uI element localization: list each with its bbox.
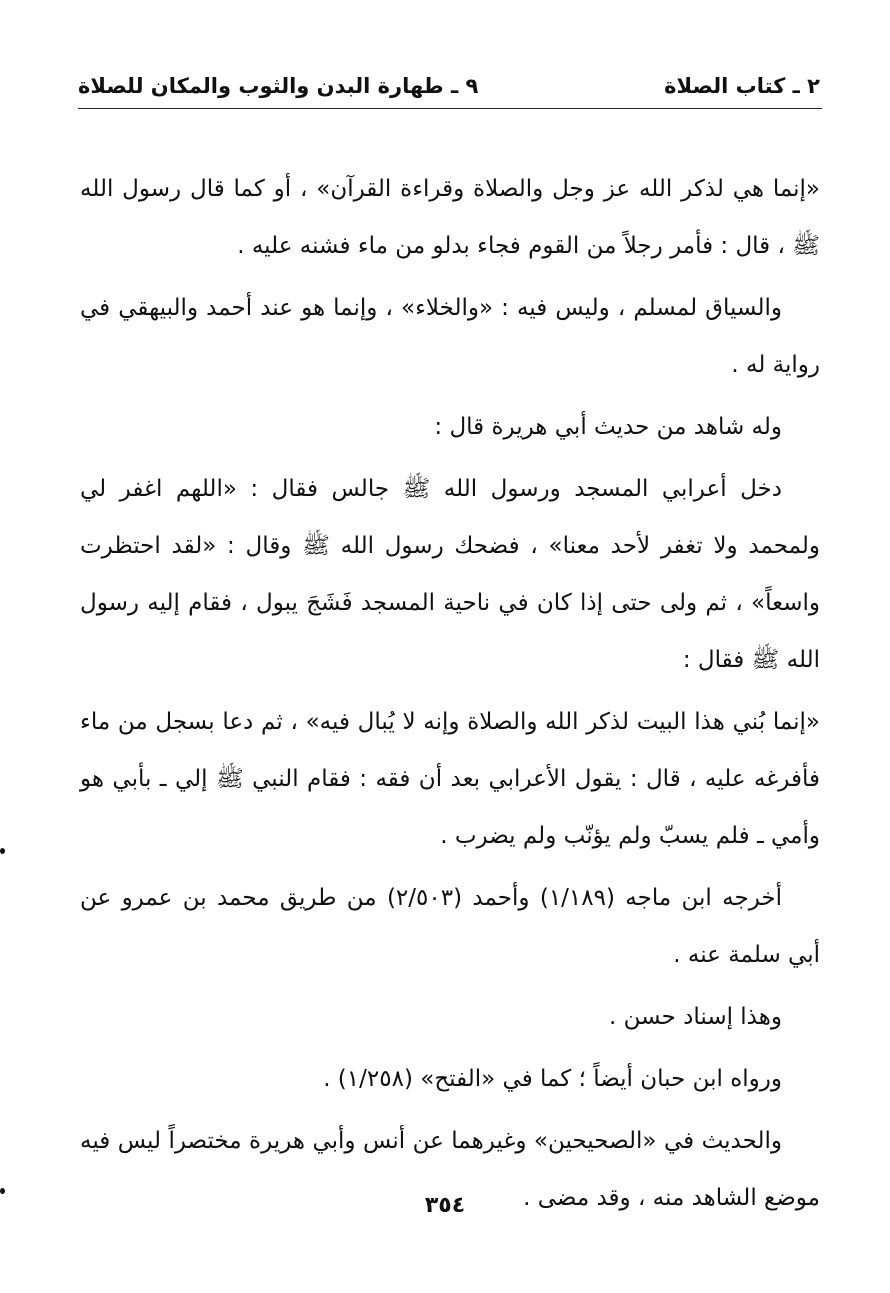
body-text [80,161,820,1232]
paragraph-witness-intro: وله شاهد من حديث أبي هريرة قال : [434,414,782,440]
paragraph-takhrij: أخرجه ابن ماجه (١/١٨٩) وأحمد (٢/٥٠٣) من طريق محمد بن عمرو عن أبي سلمة عنه . [80,885,820,968]
margin-mark [0,1188,5,1194]
margin-mark [0,848,5,854]
paragraph-bedouin-hadith: دخل أعرابي المسجد ورسول الله ﷺ جالس فقال : «اللهم اغفر لي ولمحمد ولا تغفر لأحد معنا» ، فضحك رسول الله ﷺ وقال : «لقد احتظرت واسعاً» ، ثم ولى حتى إذا كان في ناحية المسجد فَشَجَ يبول ، فقام إليه رسول الله ﷺ فقال : [80,476,820,673]
section-title: ٩ ـ طهارة البدن والثوب والمكان للصلاة [78,74,479,98]
chapter-title: ٢ ـ كتاب الصلاة [664,74,820,98]
paragraph-context-note: والسياق لمسلم ، وليس فيه : «والخلاء» ، وإنما هو عند أحمد والبيهقي في رواية له . [80,295,820,378]
page-number: ٣٥٤ [424,1193,466,1218]
paragraph-hadith-quote: «إنما بُني هذا البيت لذكر الله والصلاة وإنه لا يُبال فيه» ، ثم دعا بسجل من ماء فأفرغه عليه ، قال : يقول الأعرابي بعد أن فقه : فقام النبي ﷺ إلي ـ بأبي هو وأمي ـ فلم يسبّ ولم يؤنّب ولم يضرب . [80,709,820,849]
header-rule [78,108,822,109]
paragraph-isnad-grade: وهذا إسناد حسن . [608,1004,782,1030]
paragraph-hadith-continuation: «إنما هي لذكر الله عز وجل والصلاة وقراءة القرآن» ، أو كما قال رسول الله ﷺ ، قال : فأمر رجلاً من القوم فجاء بدلو من ماء فشنه عليه . [80,176,820,259]
running-header [78,70,820,106]
paragraph-ibn-hibban: ورواه ابن حبان أيضاً ؛ كما في «الفتح» (١/٢٥٨) . [323,1066,782,1092]
paragraph-sahihayn-note: والحديث في «الصحيحين» وغيرهما عن أنس وأبي هريرة مختصراً ليس فيه موضع الشاهد منه ، وقد مضى . [80,1128,820,1211]
